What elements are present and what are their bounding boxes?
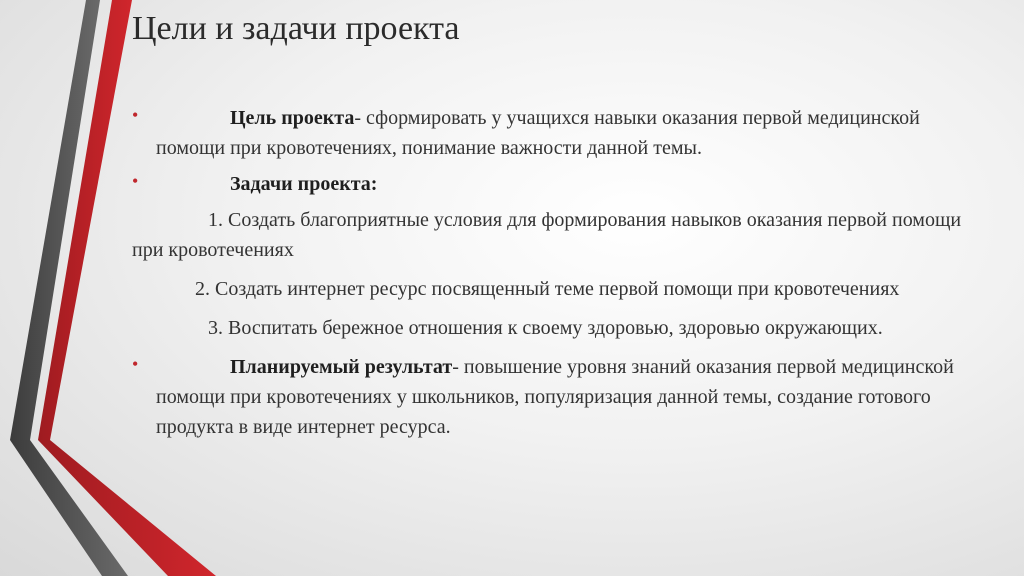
result-paragraph xyxy=(156,352,972,442)
goal-paragraph xyxy=(156,103,972,163)
goal-bullet xyxy=(132,103,972,163)
goal-text: - сформировать у учащихся навыки оказания первой медицинской помощи при кровотечениях, понимание важности данной темы. xyxy=(156,107,920,159)
tasks-label: Задачи проекта: xyxy=(230,173,378,195)
result-text: - повышение уровня знаний оказания первой медицинской помощи при кровотечениях у школьников, популяризация данной темы, создание готового продукта в виде интернет ресурса. xyxy=(156,356,954,438)
result-label: Планируемый результат xyxy=(230,356,453,378)
goal-label: Цель проекта xyxy=(230,107,355,129)
bullet-icon: • xyxy=(132,171,139,191)
slide-title: Цели и задачи проекта xyxy=(132,10,460,47)
task-item-3: 3. Воспитать бережное отношения к своему здоровью, здоровью окружающих. xyxy=(208,317,883,339)
task-item-1: 1. Создать благоприятные условия для формирования навыков оказания первой помощи при кровотечениях xyxy=(132,209,962,261)
tasks-bullet xyxy=(132,169,972,199)
bullet-icon: • xyxy=(132,105,139,125)
bullet-icon: • xyxy=(132,354,139,374)
task-item-2: 2. Создать интернет ресурс посвященный теме первой помощи при кровотечениях xyxy=(195,278,900,300)
tasks-heading xyxy=(156,169,972,199)
slide-body xyxy=(132,103,972,448)
result-bullet xyxy=(132,352,972,442)
